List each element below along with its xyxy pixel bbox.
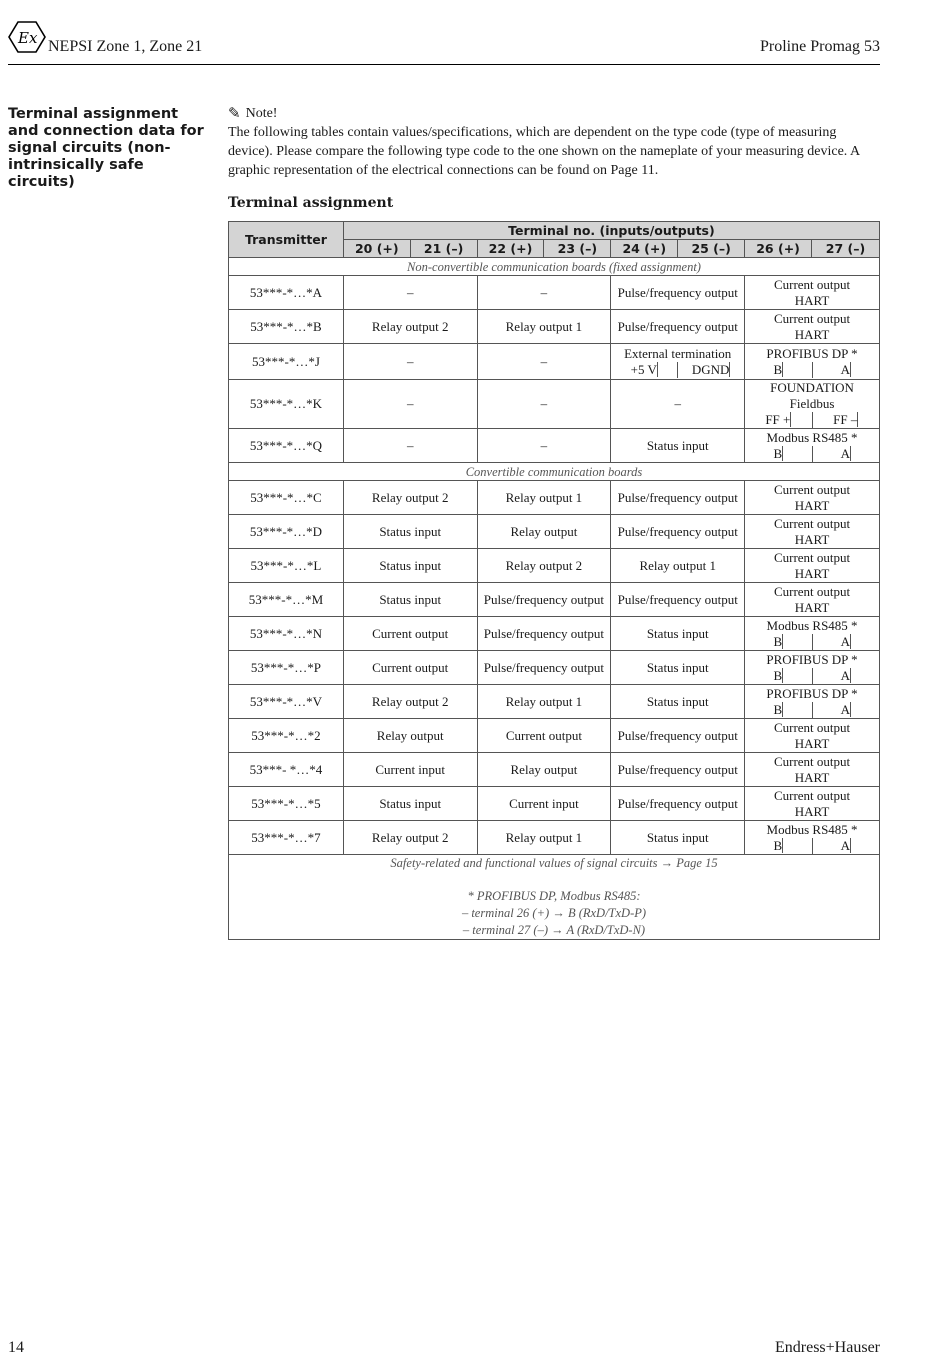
terminal-22-23-cell bbox=[477, 787, 611, 821]
cell-value: Relay output 2 bbox=[505, 557, 583, 573]
col-transmitter: Transmitter bbox=[229, 222, 344, 258]
type-code-cell bbox=[229, 380, 344, 429]
terminal-26-27-cell bbox=[745, 651, 880, 685]
table-row bbox=[229, 719, 880, 753]
terminal-24-25-cell bbox=[611, 719, 745, 753]
cell-value: Status input bbox=[646, 693, 709, 709]
cell-value: – bbox=[406, 437, 414, 453]
cell-value: +5 V bbox=[630, 361, 657, 377]
table-row bbox=[229, 515, 880, 549]
terminal-header: 26 (+) bbox=[745, 240, 812, 258]
cell-value: A bbox=[840, 361, 850, 377]
cell-value: Current output bbox=[773, 719, 851, 735]
terminal-20-21-cell bbox=[343, 753, 477, 787]
terminal-26-27-cell bbox=[745, 719, 880, 753]
terminal-20-21-cell bbox=[343, 276, 477, 310]
type-code: 53***-*…*N bbox=[249, 625, 323, 641]
cell-value: B bbox=[773, 633, 783, 649]
terminal-header: 25 (–) bbox=[678, 240, 745, 258]
terminal-24-25-cell bbox=[611, 651, 745, 685]
terminal-20-21-cell bbox=[343, 617, 477, 651]
cell-value: Status input bbox=[379, 523, 442, 539]
cell-value: – bbox=[674, 396, 681, 411]
cell-value: Pulse/frequency output bbox=[617, 318, 738, 334]
cell-value: Relay output 1 bbox=[639, 557, 716, 573]
cell-value: Pulse/frequency output bbox=[617, 795, 738, 811]
terminal-26-27-cell bbox=[745, 821, 880, 855]
cell-value: Status input bbox=[646, 437, 709, 453]
terminal-22-23-cell bbox=[477, 685, 611, 719]
side-title: Terminal assignment and connection data for signal circuits (non-intrinsically safe circuits) bbox=[8, 106, 204, 190]
cell-value: B bbox=[773, 445, 783, 461]
type-code-cell bbox=[229, 583, 344, 617]
cell-value: A bbox=[840, 633, 850, 649]
cell-value: A bbox=[840, 667, 850, 683]
cell-value: Status input bbox=[379, 591, 442, 607]
cell-value: Pulse/frequency output bbox=[483, 625, 605, 641]
type-code: 53***-*…*2 bbox=[251, 727, 321, 743]
type-code: 53***-*…*7 bbox=[251, 829, 321, 845]
terminal-26-27-cell bbox=[745, 515, 880, 549]
type-code: 53***-*…*A bbox=[249, 284, 323, 300]
terminal-26-27-cell bbox=[745, 549, 880, 583]
table-row bbox=[229, 276, 880, 310]
terminal-24-25-cell bbox=[611, 821, 745, 855]
cell-value: Current output bbox=[372, 625, 449, 641]
cell-value: FF – bbox=[833, 412, 858, 427]
cell-value: Relay output 2 bbox=[371, 829, 449, 845]
table-row bbox=[229, 380, 880, 429]
header-product: Proline Promag 53 bbox=[760, 38, 880, 55]
cell-value: Current output bbox=[773, 549, 851, 565]
table-row bbox=[229, 481, 880, 515]
type-code: 53***-*…*D bbox=[249, 523, 323, 539]
type-code-cell bbox=[229, 549, 344, 583]
cell-value: Relay output 2 bbox=[371, 489, 449, 505]
terminal-26-27-cell bbox=[745, 685, 880, 719]
header-title: NEPSI Zone 1, Zone 21 bbox=[48, 38, 203, 55]
cell-value: Current output bbox=[773, 310, 851, 326]
terminal-20-21-cell bbox=[343, 719, 477, 753]
cell-value: A bbox=[840, 701, 850, 717]
terminal-24-25-cell bbox=[611, 310, 745, 344]
terminal-26-27-cell bbox=[745, 787, 880, 821]
table-row bbox=[229, 753, 880, 787]
cell-value: A bbox=[840, 445, 850, 461]
cell-value: Relay output bbox=[510, 523, 578, 539]
type-code-cell bbox=[229, 429, 344, 463]
table-row bbox=[229, 310, 880, 344]
svg-text:Ex: Ex bbox=[18, 29, 38, 47]
terminal-20-21-cell bbox=[343, 481, 477, 515]
cell-value: Pulse/frequency output bbox=[617, 489, 738, 505]
cell-value: B bbox=[773, 837, 783, 853]
cell-value: B bbox=[773, 701, 783, 717]
terminal-22-23-cell bbox=[477, 549, 611, 583]
terminal-22-23-cell bbox=[477, 821, 611, 855]
col-terminal-group: Terminal no. (inputs/outputs) bbox=[343, 222, 879, 240]
table-row bbox=[229, 787, 880, 821]
cell-value: HART bbox=[794, 599, 830, 615]
terminal-26-27-cell bbox=[745, 617, 880, 651]
cell-value: FF + bbox=[765, 412, 791, 427]
cell-value: B bbox=[773, 667, 783, 683]
footnote-line: Safety-related and functional values of signal circuits → Page 15 bbox=[390, 856, 718, 870]
type-code: 53***-*…*K bbox=[249, 396, 323, 411]
cell-value: Current output bbox=[773, 515, 851, 531]
cell-value: Status input bbox=[646, 659, 709, 675]
terminal-22-23-cell bbox=[477, 515, 611, 549]
cell-value: Relay output bbox=[376, 727, 444, 743]
type-code-cell bbox=[229, 753, 344, 787]
terminal-22-23-cell bbox=[477, 719, 611, 753]
cell-value: HART bbox=[794, 735, 830, 751]
type-code: 53***-*…*L bbox=[250, 557, 322, 573]
cell-value: FOUNDATION bbox=[770, 380, 854, 395]
type-code-cell bbox=[229, 344, 344, 380]
type-code: 53***-*…*Q bbox=[249, 437, 323, 453]
table-row bbox=[229, 651, 880, 685]
content bbox=[228, 104, 880, 213]
type-code-cell bbox=[229, 719, 344, 753]
type-code: 53***-*…*J bbox=[251, 353, 320, 369]
cell-value: Current output bbox=[773, 481, 851, 497]
cell-value: Current output bbox=[773, 753, 851, 769]
terminal-24-25-cell bbox=[611, 583, 745, 617]
section-row bbox=[229, 463, 880, 481]
terminal-22-23-cell bbox=[477, 380, 611, 429]
cell-value: – bbox=[406, 284, 414, 300]
terminal-20-21-cell bbox=[343, 583, 477, 617]
type-code-cell bbox=[229, 617, 344, 651]
cell-value: Current output bbox=[372, 659, 449, 675]
cell-value: HART bbox=[794, 803, 830, 819]
type-code: 53***- *…*4 bbox=[249, 761, 323, 777]
cell-value: Modbus RS485 * bbox=[766, 821, 858, 837]
ex-hexagon-icon bbox=[8, 20, 46, 54]
type-code-cell bbox=[229, 821, 344, 855]
footnote-line: – terminal 27 (–) → A (RxD/TxD-N) bbox=[462, 923, 646, 937]
terminal-20-21-cell bbox=[343, 380, 477, 429]
page-header bbox=[8, 18, 880, 65]
cell-value: DGND bbox=[691, 361, 730, 377]
cell-value: Current output bbox=[505, 727, 582, 743]
type-code-cell bbox=[229, 276, 344, 310]
section-title: Terminal assignment bbox=[228, 195, 394, 211]
terminal-26-27-cell bbox=[745, 481, 880, 515]
table-row bbox=[229, 583, 880, 617]
terminal-26-27-cell bbox=[745, 380, 880, 429]
terminal-26-27-cell bbox=[745, 310, 880, 344]
terminal-20-21-cell bbox=[343, 549, 477, 583]
cell-value: Current output bbox=[773, 583, 851, 599]
cell-value: Status input bbox=[379, 557, 442, 573]
terminal-24-25-cell bbox=[611, 617, 745, 651]
terminal-20-21-cell bbox=[343, 821, 477, 855]
cell-value: Current output bbox=[773, 276, 851, 292]
table-row bbox=[229, 549, 880, 583]
cell-value: – bbox=[406, 396, 414, 411]
terminal-header: 20 (+) bbox=[343, 240, 410, 258]
terminal-22-23-cell bbox=[477, 276, 611, 310]
type-code: 53***-*…*P bbox=[250, 659, 321, 675]
type-code: 53***-*…*M bbox=[248, 591, 324, 607]
cell-value: Pulse/frequency output bbox=[483, 591, 605, 607]
cell-value: Status input bbox=[646, 625, 709, 641]
terminal-22-23-cell bbox=[477, 310, 611, 344]
cell-value: – bbox=[540, 437, 548, 453]
terminal-20-21-cell bbox=[343, 787, 477, 821]
terminal-24-25-cell bbox=[611, 429, 745, 463]
cell-value: Pulse/frequency output bbox=[617, 761, 738, 777]
table-row bbox=[229, 617, 880, 651]
pencil-icon: ✎ bbox=[228, 104, 241, 122]
terminal-26-27-cell bbox=[745, 344, 880, 380]
terminal-24-25-cell bbox=[611, 549, 745, 583]
terminal-26-27-cell bbox=[745, 753, 880, 787]
type-code: 53***-*…*B bbox=[250, 318, 322, 334]
cell-value: PROFIBUS DP * bbox=[766, 651, 858, 667]
cell-value: HART bbox=[794, 769, 830, 785]
cell-value: Status input bbox=[646, 829, 709, 845]
type-code: 53***-*…*5 bbox=[251, 795, 321, 811]
terminal-20-21-cell bbox=[343, 685, 477, 719]
cell-value: Modbus RS485 * bbox=[766, 617, 858, 633]
terminal-22-23-cell bbox=[477, 617, 611, 651]
type-code: 53***-*…*V bbox=[249, 693, 323, 709]
cell-value: A bbox=[840, 837, 850, 853]
terminal-header: 23 (–) bbox=[544, 240, 611, 258]
note-text: The following tables contain values/specifications, which are dependent on the type code (type of measuring device). Please compare the following type code to the one shown on the nameplate of your measuring device. A graphic representation of the electrical connections can be found on Page 11. bbox=[228, 125, 860, 178]
cell-value: Pulse/frequency output bbox=[617, 284, 738, 300]
cell-value: Relay output bbox=[510, 761, 578, 777]
page-number: 14 bbox=[8, 1339, 24, 1356]
cell-value: Pulse/frequency output bbox=[617, 591, 738, 607]
cell-value: Relay output 1 bbox=[505, 693, 583, 709]
cell-value: Status input bbox=[379, 795, 442, 811]
section-row bbox=[229, 258, 880, 276]
terminal-24-25-cell bbox=[611, 787, 745, 821]
cell-value: – bbox=[406, 353, 414, 369]
cell-value: – bbox=[540, 284, 548, 300]
terminal-22-23-cell bbox=[477, 344, 611, 380]
terminal-20-21-cell bbox=[343, 310, 477, 344]
note-line bbox=[228, 104, 880, 123]
cell-value: Current output bbox=[773, 787, 851, 803]
terminal-24-25-cell bbox=[611, 481, 745, 515]
cell-value: PROFIBUS DP * bbox=[766, 685, 858, 701]
terminal-24-25-cell bbox=[611, 276, 745, 310]
section-label: Convertible communication boards bbox=[465, 464, 643, 479]
terminal-26-27-cell bbox=[745, 276, 880, 310]
cell-value: HART bbox=[794, 292, 830, 308]
terminal-20-21-cell bbox=[343, 515, 477, 549]
cell-value: Relay output 1 bbox=[505, 489, 583, 505]
cell-value: Modbus RS485 * bbox=[766, 429, 858, 445]
terminal-22-23-cell bbox=[477, 583, 611, 617]
terminal-26-27-cell bbox=[745, 583, 880, 617]
note-label: Note! bbox=[245, 106, 278, 121]
terminal-26-27-cell bbox=[745, 429, 880, 463]
terminal-20-21-cell bbox=[343, 429, 477, 463]
cell-value: Relay output 2 bbox=[371, 693, 449, 709]
cell-value: Current input bbox=[375, 761, 446, 777]
type-code-cell bbox=[229, 787, 344, 821]
cell-value: HART bbox=[794, 565, 830, 581]
terminal-20-21-cell bbox=[343, 651, 477, 685]
cell-value: External termination bbox=[624, 345, 732, 361]
footnote-line: – terminal 26 (+) → B (RxD/TxD-P) bbox=[461, 906, 647, 920]
type-code-cell bbox=[229, 310, 344, 344]
cell-value: Relay output 2 bbox=[371, 318, 449, 334]
cell-value: HART bbox=[794, 326, 830, 342]
terminal-header: 21 (–) bbox=[410, 240, 477, 258]
cell-value: PROFIBUS DP * bbox=[766, 345, 858, 361]
terminal-header: 24 (+) bbox=[611, 240, 678, 258]
section-label: Non-convertible communication boards (fixed assignment) bbox=[407, 259, 701, 274]
cell-value: Relay output 1 bbox=[505, 829, 583, 845]
terminal-22-23-cell bbox=[477, 429, 611, 463]
terminal-24-25-cell bbox=[611, 685, 745, 719]
terminal-table bbox=[228, 221, 880, 940]
cell-value: – bbox=[540, 396, 548, 411]
cell-value: B bbox=[773, 361, 783, 377]
terminal-header: 22 (+) bbox=[477, 240, 544, 258]
terminal-22-23-cell bbox=[477, 651, 611, 685]
table-footnote bbox=[229, 855, 880, 940]
terminal-header: 27 (–) bbox=[812, 240, 880, 258]
cell-value: Relay output 1 bbox=[505, 318, 583, 334]
table-row bbox=[229, 429, 880, 463]
terminal-22-23-cell bbox=[477, 753, 611, 787]
terminal-24-25-cell bbox=[611, 515, 745, 549]
cell-value: Pulse/frequency output bbox=[617, 727, 738, 743]
table-row bbox=[229, 821, 880, 855]
table-row bbox=[229, 344, 880, 380]
terminal-24-25-cell bbox=[611, 753, 745, 787]
type-code-cell bbox=[229, 685, 344, 719]
cell-value: Pulse/frequency output bbox=[617, 523, 738, 539]
type-code: 53***-*…*C bbox=[250, 489, 322, 505]
terminal-22-23-cell bbox=[477, 481, 611, 515]
terminal-24-25-cell bbox=[611, 344, 745, 380]
type-code-cell bbox=[229, 651, 344, 685]
cell-value: HART bbox=[794, 497, 830, 513]
cell-value: Pulse/frequency output bbox=[483, 659, 605, 675]
cell-value: Fieldbus bbox=[789, 396, 835, 411]
type-code-cell bbox=[229, 481, 344, 515]
footer-brand: Endress+Hauser bbox=[775, 1339, 880, 1356]
table-row bbox=[229, 685, 880, 719]
cell-value: Current input bbox=[509, 795, 579, 811]
terminal-20-21-cell bbox=[343, 344, 477, 380]
type-code-cell bbox=[229, 515, 344, 549]
terminal-24-25-cell bbox=[611, 380, 745, 429]
cell-value: – bbox=[540, 353, 548, 369]
cell-value: HART bbox=[794, 531, 830, 547]
footnote-line: * PROFIBUS DP, Modbus RS485: bbox=[467, 889, 641, 903]
